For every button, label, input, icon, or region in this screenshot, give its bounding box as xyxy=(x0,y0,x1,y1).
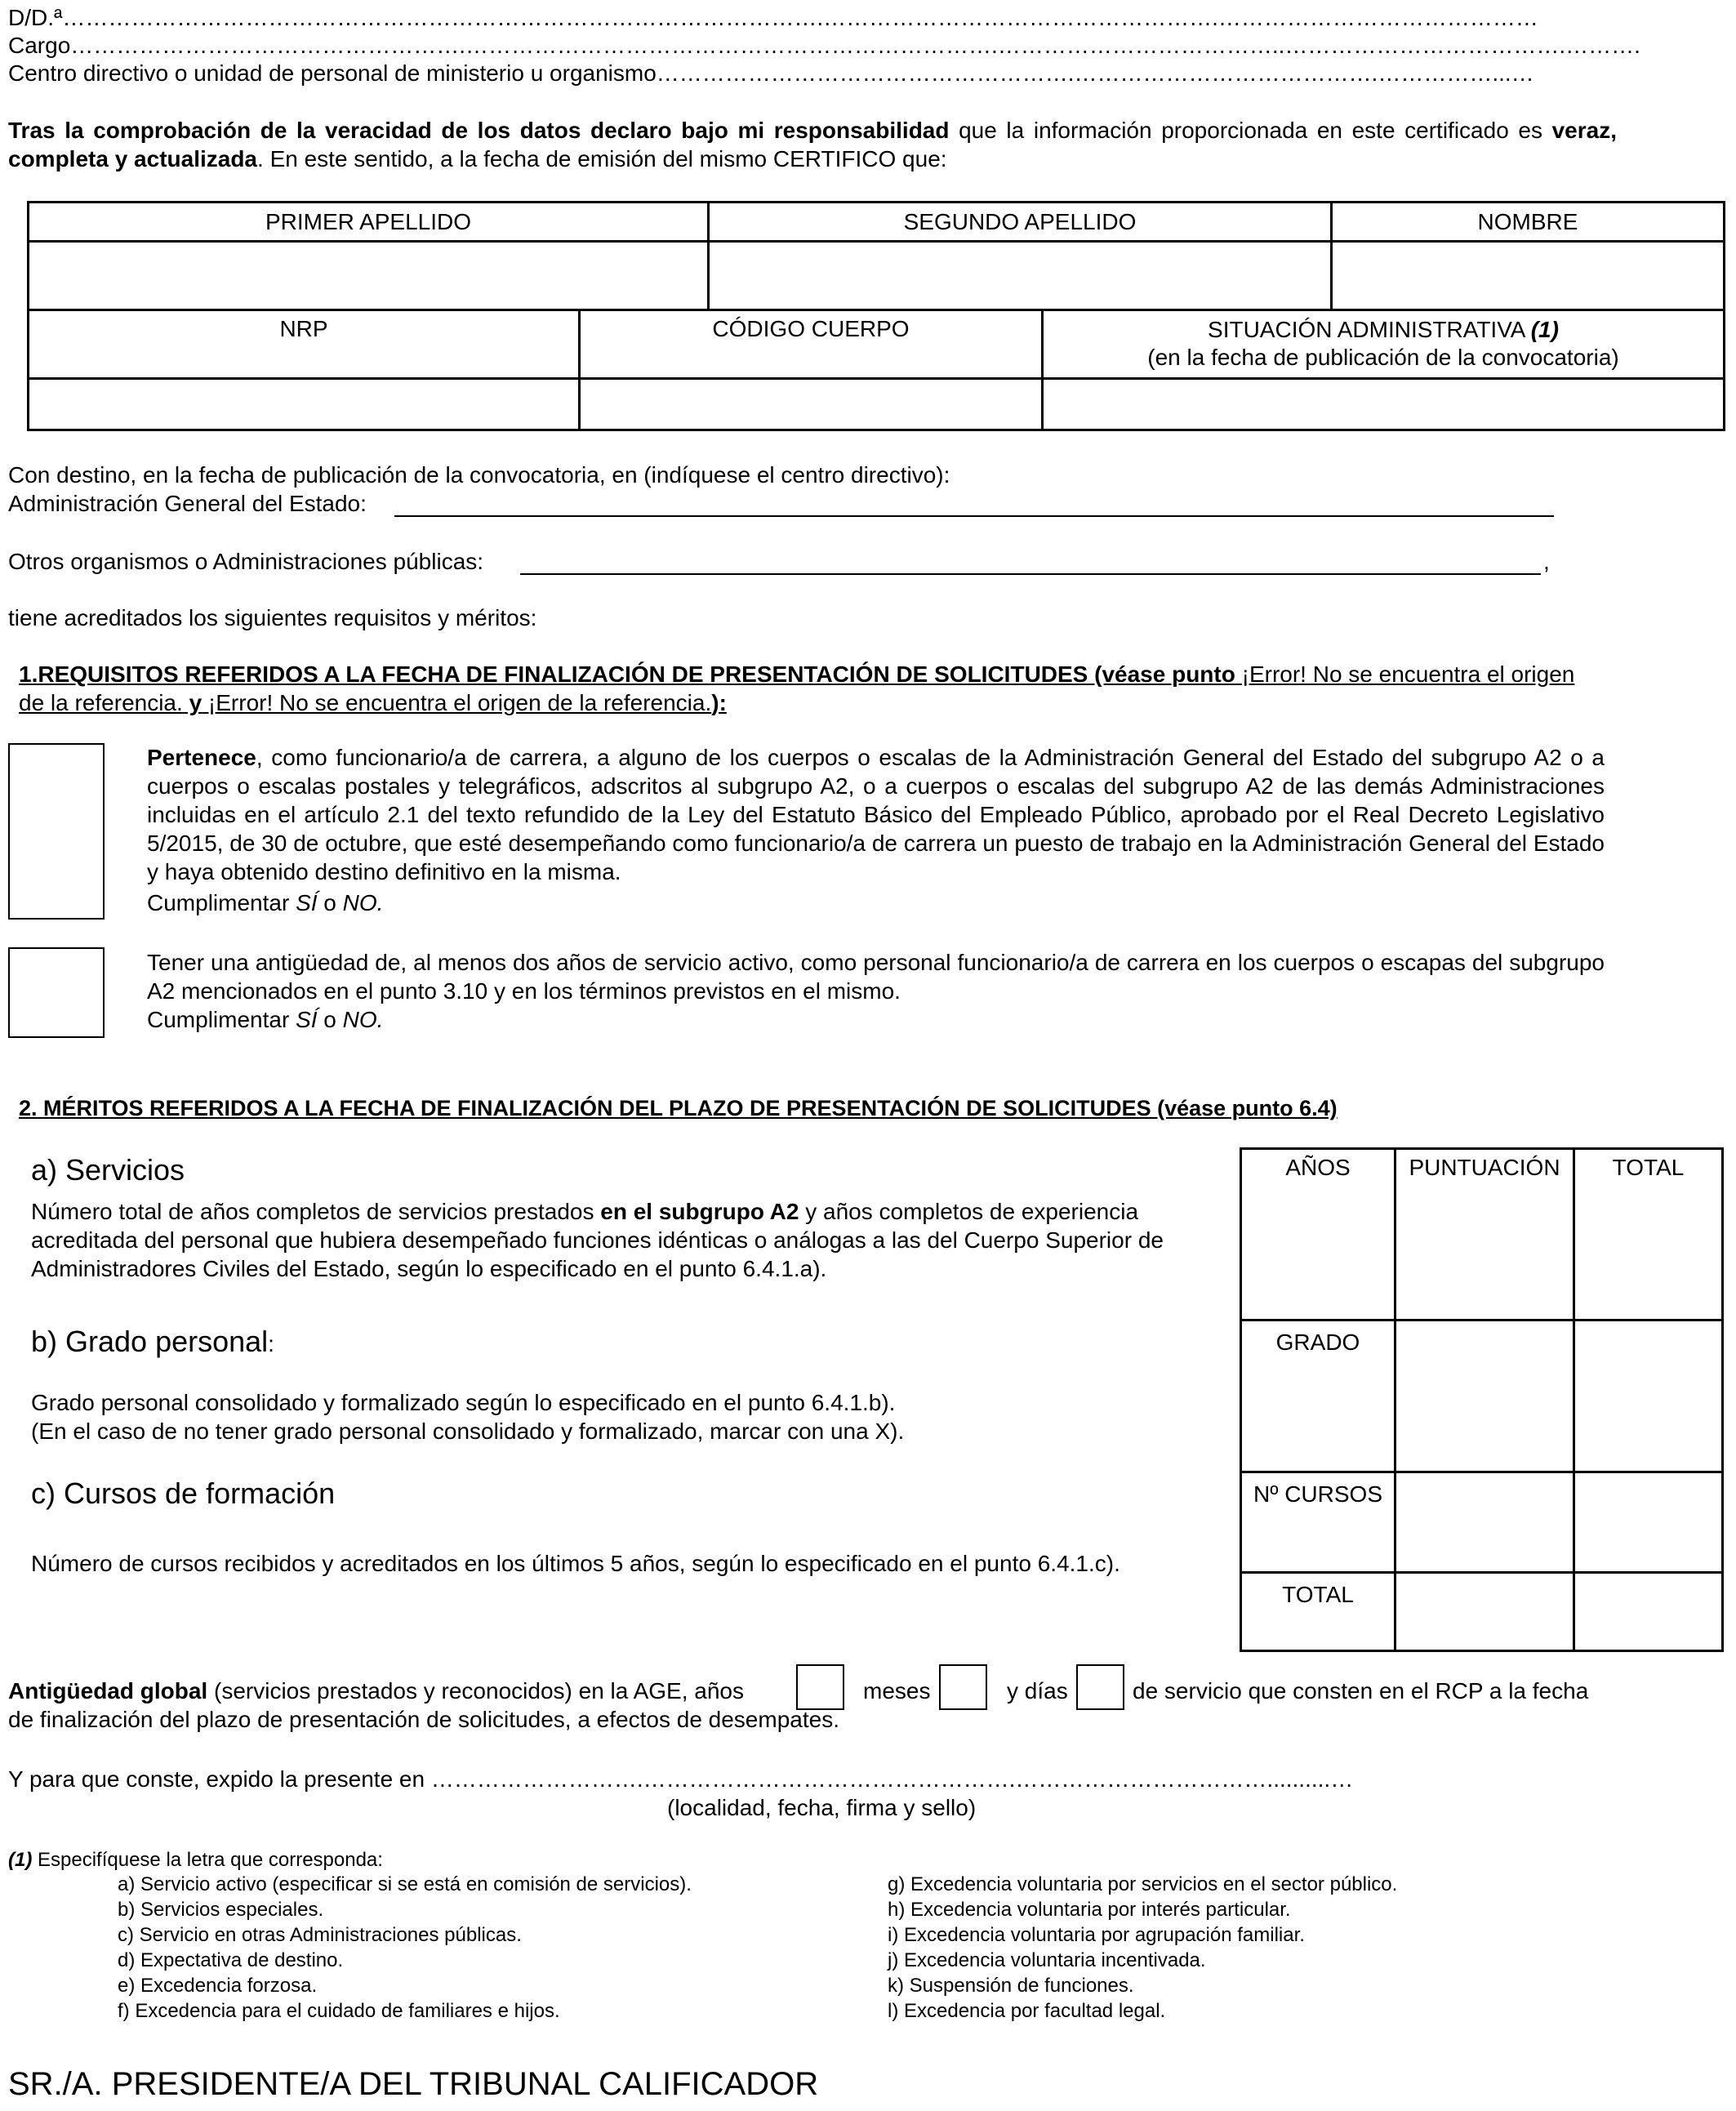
otros-comma: , xyxy=(1543,549,1550,574)
grado-text-2: (En el caso de no tener grado personal consolidado y formalizado, marcar con una X). xyxy=(31,1418,905,1444)
grado-row-label: GRADO xyxy=(1241,1320,1395,1472)
intro-bold-1: Tras la comprobación de la veracidad de los datos declaro bajo mi responsabilidad xyxy=(8,118,950,143)
section2-heading: 2. MÉRITOS REFERIDOS A LA FECHA DE FINALIZACIÓN DEL PLAZO DE PRESENTACIÓN DE SOLICITUDES (véase punto 6.4) xyxy=(19,1096,1338,1120)
footnote-item: k) Suspensión de funciones. xyxy=(888,1975,1134,1997)
intro-bold-2: veraz, completa y actualizada xyxy=(8,118,1617,171)
situacion-header xyxy=(1043,310,1725,379)
dd-line: D/D.ª……………………………………………………………………………………….…………………………………………….…………………………………… xyxy=(8,5,1538,30)
antiguedad-text-2: de servicio que consten en el RCP a la fecha xyxy=(1133,1678,1589,1703)
servicios-text-1: Número total de años completos de servicios prestados xyxy=(31,1199,601,1224)
age-input-line[interactable] xyxy=(394,515,1554,517)
intro-text-2: . En este sentido, a la fecha de emisión del mismo CERTIFICO que: xyxy=(257,146,947,171)
si-option: SÍ xyxy=(296,890,318,915)
expido-line: Y para que conste, expido la presente en ……………………….………………………………………….……………………………..........… xyxy=(8,1766,1354,1792)
intro-text-1: que la información proporcionada en este certificado es xyxy=(949,118,1552,143)
total-header: TOTAL xyxy=(1574,1149,1723,1320)
footnote-item: g) Excedencia voluntaria por servicios en el sector público. xyxy=(888,1873,1398,1895)
intro-paragraph xyxy=(8,116,1617,173)
servicios-text xyxy=(31,1197,1182,1283)
footnote-ref: (1) xyxy=(8,1849,33,1871)
o-text-2: o xyxy=(317,1007,343,1032)
footnote-item: a) Servicio activo (especificar si se está en comisión de servicios). xyxy=(118,1873,692,1895)
pertenece-bold: Pertenece xyxy=(147,745,256,770)
destino-line: Con destino, en la fecha de publicación de la convocatoria, en (indíquese el centro directivo): xyxy=(8,462,950,488)
cursos-total-cell[interactable] xyxy=(1574,1472,1723,1573)
requisitos-line: tiene acreditados los siguientes requisitos y méritos: xyxy=(8,605,537,630)
cursos-row-label: Nº CURSOS xyxy=(1241,1472,1395,1573)
nombre-field[interactable] xyxy=(1332,242,1725,310)
situacion-ref: (1) xyxy=(1530,317,1559,342)
anos-header: AÑOS xyxy=(1241,1149,1395,1320)
footnote-item: h) Excedencia voluntaria por interés particular. xyxy=(888,1899,1291,1921)
anos-box[interactable] xyxy=(796,1664,844,1710)
grado-colon: : xyxy=(268,1331,274,1356)
centro-line: Centro directivo o unidad de personal de ministerio u organismo……………………………………………….………………………………….……………...… xyxy=(8,60,1534,86)
footnote-item: c) Servicio en otras Administraciones públicas. xyxy=(118,1924,522,1946)
grado-total-cell[interactable] xyxy=(1574,1320,1723,1472)
grado-puntuacion-cell[interactable] xyxy=(1395,1320,1574,1472)
total-row-label: TOTAL xyxy=(1241,1573,1395,1651)
antiguedad-checkbox[interactable] xyxy=(8,947,105,1038)
situacion-field[interactable] xyxy=(1043,379,1725,430)
section1-error-2: ¡Error! No se encuentra el origen de la referencia. xyxy=(202,690,712,715)
cumplimentar-label: Cumplimentar xyxy=(147,890,296,915)
section1-close: ): xyxy=(711,690,727,715)
footnote-title xyxy=(8,1847,383,1873)
cargo-line: Cargo…………………………………………….…………………………………………………………….………………………………..……………………………….………. xyxy=(8,33,1640,58)
nrp-field[interactable] xyxy=(29,379,580,430)
meses-label: meses xyxy=(863,1678,931,1703)
dias-label: y días xyxy=(1007,1678,1068,1703)
puntuacion-header: PUNTUACIÓN xyxy=(1395,1149,1574,1320)
grado-text-1: Grado personal consolidado y formalizado según lo especificado en el punto 6.4.1.b). xyxy=(31,1390,896,1415)
pertenece-checkbox[interactable] xyxy=(8,743,105,920)
merits-table xyxy=(1240,1147,1724,1652)
pertenece-text xyxy=(147,743,1605,886)
otros-label: Otros organismos o Administraciones públicas: xyxy=(8,549,484,574)
segundo-apellido-header: SEGUNDO APELLIDO xyxy=(709,203,1332,242)
section1-error-1: ¡Error! No se encuentra el origen de la referencia. xyxy=(19,661,1575,715)
footnote-item: l) Excedencia por facultad legal. xyxy=(888,2000,1166,2022)
si-option-2: SÍ xyxy=(296,1007,318,1032)
primer-apellido-header: PRIMER APELLIDO xyxy=(29,203,709,242)
antiguedad-bold: Antigüedad global xyxy=(8,1678,208,1703)
footnote-right-list xyxy=(888,1872,1397,2024)
footnote-item: d) Expectativa de destino. xyxy=(118,1949,344,1971)
antiguedad-text-3: de finalización del plazo de presentación de solicitudes, a efectos de desempates. xyxy=(8,1707,839,1732)
segundo-apellido-field[interactable] xyxy=(709,242,1332,310)
cursos-puntuacion-cell[interactable] xyxy=(1395,1472,1574,1573)
footnote-item: j) Excedencia voluntaria incentivada. xyxy=(888,1949,1206,1971)
servicios-bold: en el subgrupo A2 xyxy=(600,1199,799,1224)
antiguedad-text-1: (servicios prestados y reconocidos) en la AGE, años xyxy=(207,1678,744,1703)
grado-title-text: b) Grado personal xyxy=(31,1325,269,1358)
footnote-left-list xyxy=(118,1872,692,2024)
total-total-cell[interactable] xyxy=(1574,1573,1723,1651)
total-puntuacion-cell[interactable] xyxy=(1395,1573,1574,1651)
footnote-item: i) Excedencia voluntaria por agrupación familiar. xyxy=(888,1924,1305,1946)
servicios-title: a) Servicios xyxy=(31,1153,185,1187)
cursos-title: c) Cursos de formación xyxy=(31,1476,336,1510)
section1-y: y xyxy=(182,690,203,715)
grado-title xyxy=(31,1325,274,1361)
meses-box[interactable] xyxy=(939,1664,987,1710)
identity-table-top xyxy=(27,201,1725,311)
nrp-header: NRP xyxy=(29,310,580,379)
antiguedad-label xyxy=(8,1677,744,1705)
antiguedad-req-text: Tener una antigüedad de, al menos dos años de servicio activo, como personal funcionario/a de carrera en los cuerpos o escapas del subgrupo A2 mencionados en el punto 3.10 y en los términos previstos en el mismo. xyxy=(147,950,1605,1004)
section1-heading xyxy=(19,660,1603,717)
otros-input-line[interactable] xyxy=(520,573,1541,575)
footnote-item: f) Excedencia para el cuidado de familiares e hijos. xyxy=(118,2000,560,2022)
cumplimentar-1 xyxy=(147,888,383,917)
pertenece-body: , como funcionario/a de carrera, a alguno de los cuerpos o escalas de la Administración General del Estado del subgrupo A2 o a cuerpos o escalas postales y telegráficos, adscritos al subgrupo A2, o a cuerpos o escalas del subgrupo A2 de las demás Administraciones incluidas en el artículo 2.1 del texto refundido de la Ley del Estatuto Básico del Empleado Público, aprobado por el Real Decreto Legislativo 5/2015, de 30 de octubre, que esté desempeñando como funcionario/a de carrera un puesto de trabajo en la Administración General del Estado y haya obtenido destino definitivo en la misma. xyxy=(147,745,1605,884)
section1-title: 1.REQUISITOS REFERIDOS A LA FECHA DE FINALIZACIÓN DE PRESENTACIÓN DE SOLICITUDES (véase punto xyxy=(19,661,1235,687)
primer-apellido-field[interactable] xyxy=(29,242,709,310)
footnote-item: b) Servicios especiales. xyxy=(118,1899,324,1921)
footnote-title-text: Especifíquese la letra que corresponda: xyxy=(32,1849,383,1871)
situacion-label: SITUACIÓN ADMINISTRATIVA xyxy=(1208,317,1531,342)
footnote-item: e) Excedencia forzosa. xyxy=(118,1975,318,1997)
o-text: o xyxy=(317,890,343,915)
codigo-cuerpo-header: CÓDIGO CUERPO xyxy=(580,310,1043,379)
age-label: Administración General del Estado: xyxy=(8,491,367,516)
identity-table-bottom xyxy=(27,309,1725,431)
cumplimentar-2 xyxy=(147,1005,383,1034)
cumplimentar-label-2: Cumplimentar xyxy=(147,1007,296,1032)
codigo-cuerpo-field[interactable] xyxy=(580,379,1043,430)
servicios-text-2: y años completos de experiencia acreditada del personal que hubiera desempeñado funciones idénticas o análogas a las del Cuerpo Superior de Administradores Civiles del Estado, según lo especificado en el punto 6.4.1.a). xyxy=(31,1199,1164,1281)
dias-box[interactable] xyxy=(1076,1664,1124,1710)
expido-sub: (localidad, fecha, firma y sello) xyxy=(667,1795,977,1820)
no-option-2: NO. xyxy=(342,1007,384,1032)
nombre-header: NOMBRE xyxy=(1332,203,1725,242)
situacion-sub: (en la fecha de publicación de la convocatoria) xyxy=(1147,345,1619,370)
no-option: NO. xyxy=(342,890,384,915)
cursos-text: Número de cursos recibidos y acreditados en los últimos 5 años, según lo especificado en el punto 6.4.1.c). xyxy=(31,1551,1120,1576)
closing-addressee: SR./A. PRESIDENTE/A DEL TRIBUNAL CALIFICADOR xyxy=(8,2066,819,2102)
